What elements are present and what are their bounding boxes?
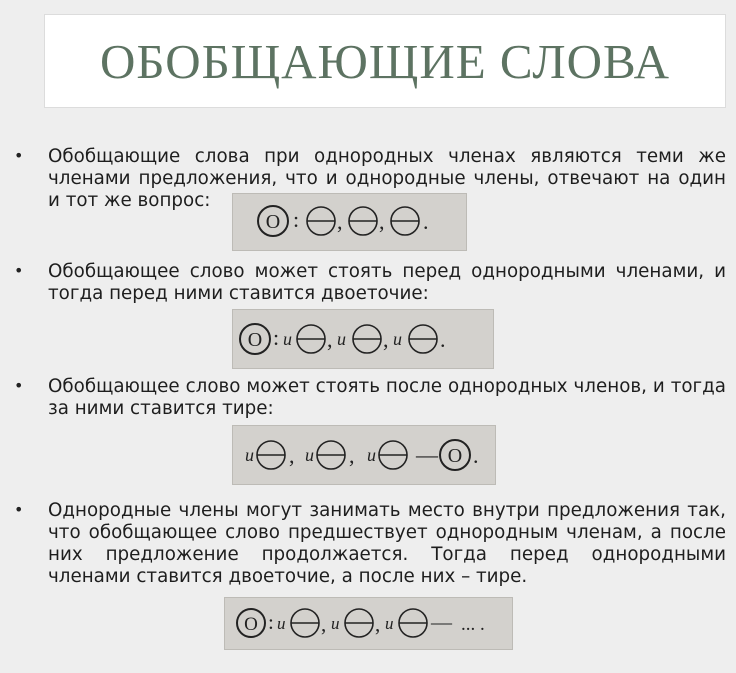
conjunction-i: и bbox=[367, 445, 376, 465]
conjunction-i: и bbox=[393, 329, 402, 349]
scheme-diagram bbox=[233, 310, 493, 368]
page-title: ОБОБЩАЮЩИЕ СЛОВА bbox=[100, 33, 670, 89]
comma-mark: , bbox=[327, 327, 333, 352]
bullet-marker: • bbox=[14, 376, 24, 395]
conjunction-i: и bbox=[245, 445, 254, 465]
conjunction-i: и bbox=[337, 329, 346, 349]
period-mark: . bbox=[440, 327, 446, 352]
formula-scheme-1 bbox=[232, 193, 467, 251]
conjunction-i: и bbox=[331, 614, 340, 633]
comma-mark: , bbox=[337, 209, 343, 234]
comma-mark: , bbox=[379, 209, 385, 234]
bullet-text: Обобщающее слово может стоять после однородных членов, и тогда за ними ставится тире: bbox=[48, 376, 726, 419]
conjunction-i: и bbox=[277, 614, 286, 633]
colon-mark: : bbox=[273, 325, 280, 350]
formula-scheme-3 bbox=[232, 425, 496, 485]
dash-mark: — bbox=[416, 442, 438, 467]
dash-mark: — bbox=[431, 610, 452, 634]
comma-mark: , bbox=[289, 443, 295, 468]
period-mark: . bbox=[423, 209, 429, 234]
formula-scheme-4 bbox=[224, 597, 513, 650]
colon-mark: : bbox=[268, 610, 274, 634]
generalizing-word-symbol: О bbox=[447, 445, 463, 467]
bullet-item bbox=[14, 261, 726, 305]
bullet-text: Однородные члены могут занимать место внутри предложения так, что обобщающее слово предшествует однородным членам, а после них предложение продолжается. Тогда перед однородными членами ставится двоеточие, а после них – тире. bbox=[48, 500, 726, 587]
scheme-diagram bbox=[233, 426, 495, 484]
formula-scheme-2 bbox=[232, 309, 494, 369]
bullet-item bbox=[14, 500, 726, 588]
generalizing-word-symbol: О bbox=[247, 329, 263, 351]
bullet-text: Обобщающие слова при однородных членах являются теми же членами предложения, что и однородные члены, отвечают на один и тот же вопрос: bbox=[48, 146, 726, 211]
comma-mark: , bbox=[375, 612, 381, 636]
bullet-marker: • bbox=[14, 146, 24, 165]
conjunction-i: и bbox=[283, 329, 292, 349]
period-mark: . bbox=[473, 443, 479, 468]
colon-mark: : bbox=[293, 207, 300, 232]
bullet-marker: • bbox=[14, 500, 24, 519]
ellipsis-mark: ... . bbox=[461, 614, 485, 635]
bullet-marker: • bbox=[14, 261, 24, 280]
comma-mark: , bbox=[321, 612, 327, 636]
bullet-text: Обобщающее слово может стоять перед однородными членами, и тогда перед ними ставится двоеточие: bbox=[48, 261, 726, 304]
conjunction-i: и bbox=[385, 614, 394, 633]
title-box bbox=[44, 14, 726, 108]
generalizing-word-symbol: О bbox=[265, 211, 281, 233]
scheme-diagram bbox=[233, 194, 466, 250]
generalizing-word-symbol: О bbox=[244, 614, 258, 635]
comma-mark: , bbox=[383, 327, 389, 352]
conjunction-i: и bbox=[305, 445, 314, 465]
scheme-diagram bbox=[225, 598, 512, 649]
bullet-item bbox=[14, 376, 726, 420]
comma-mark: , bbox=[349, 443, 355, 468]
